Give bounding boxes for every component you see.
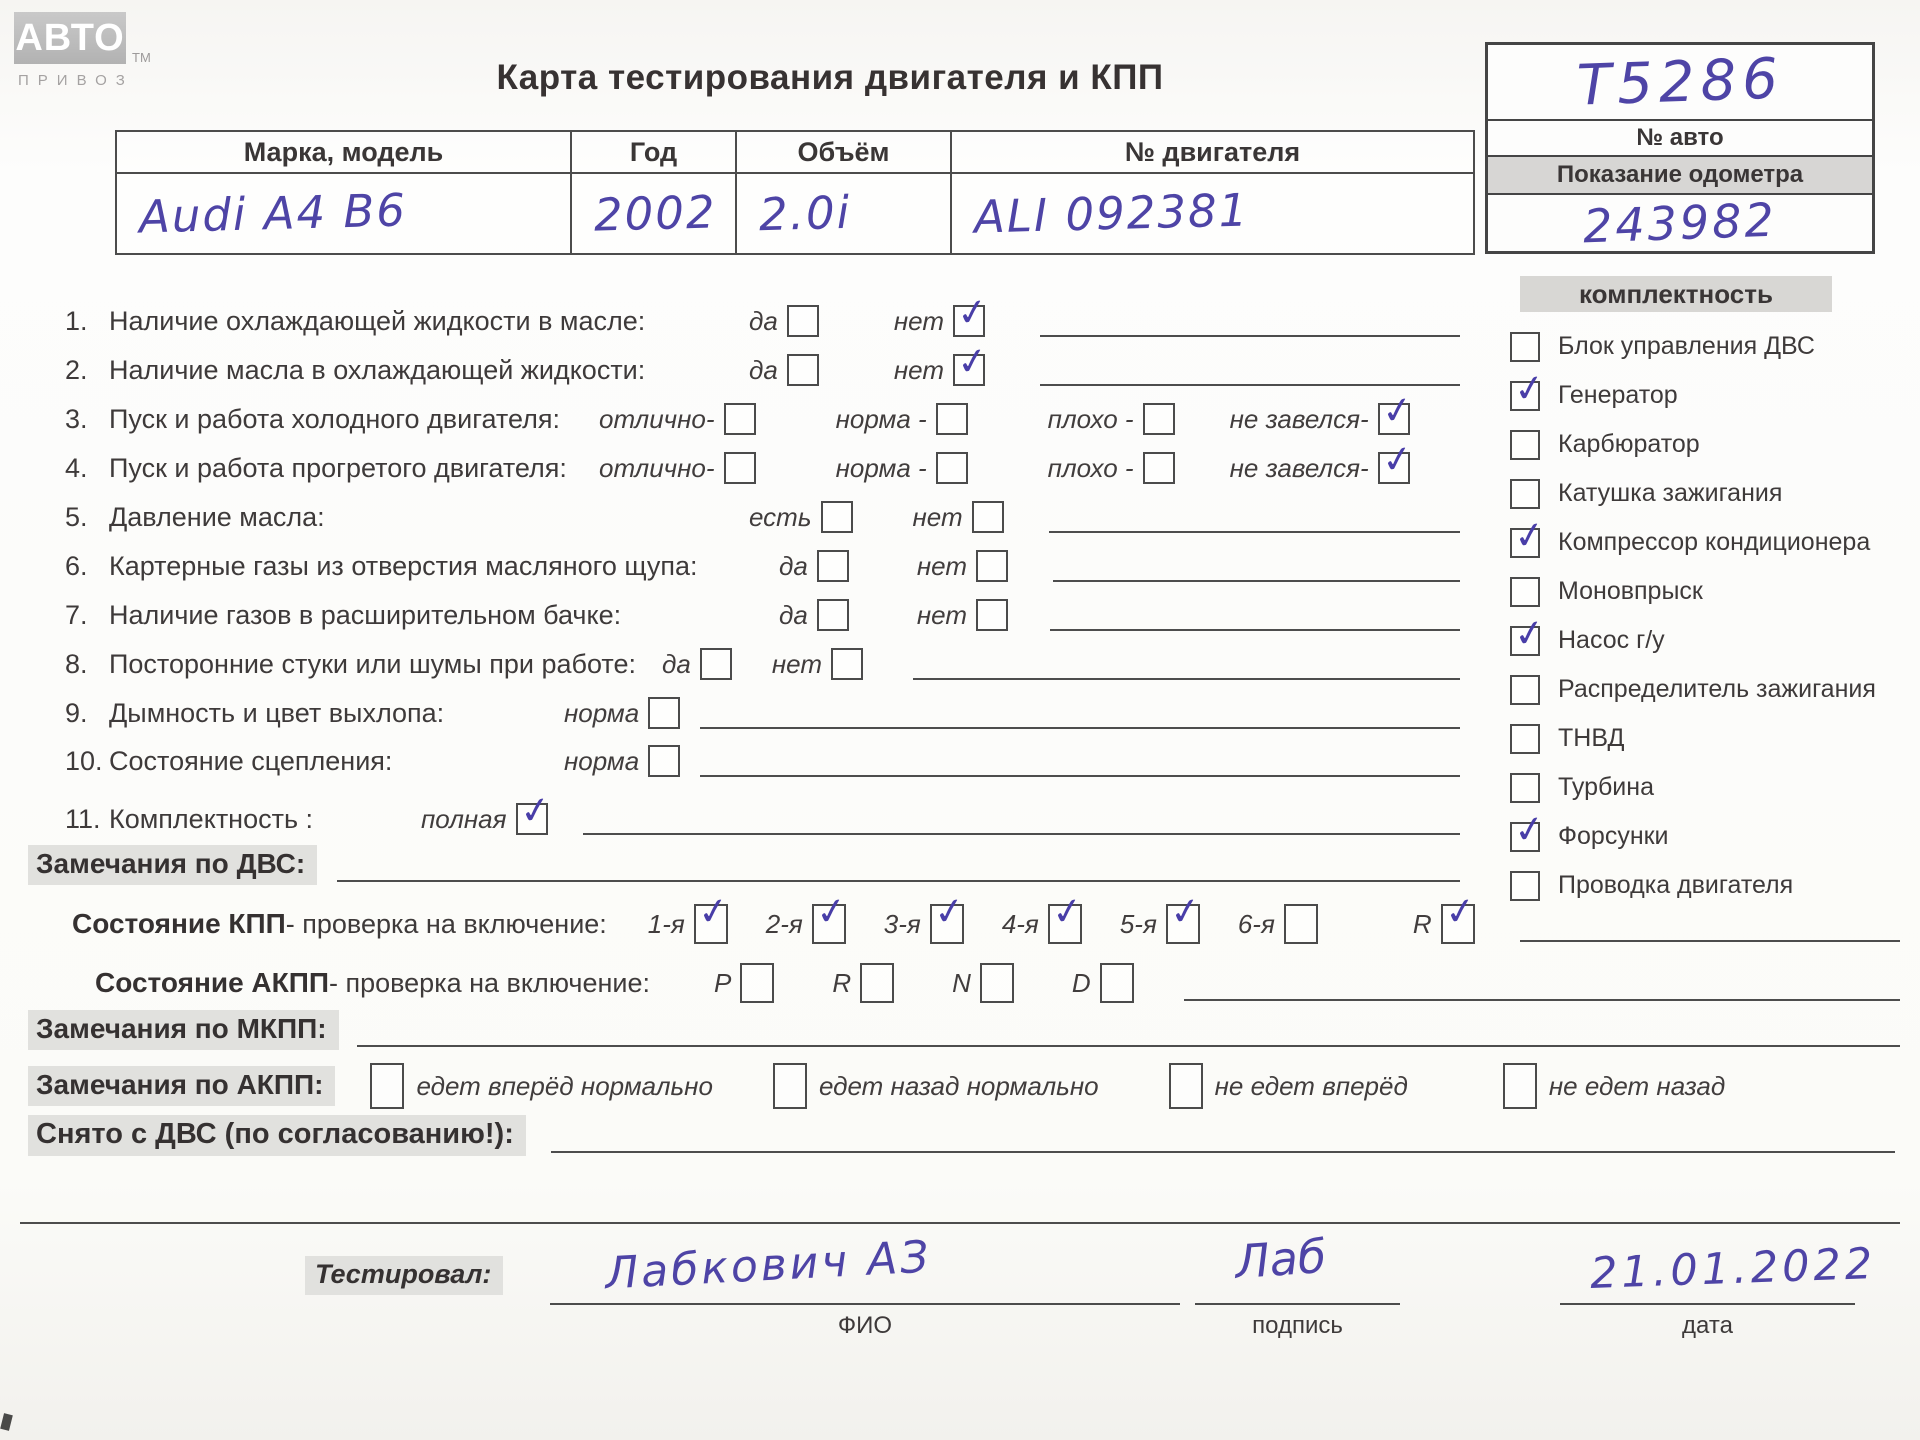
- option-net: [917, 550, 1008, 582]
- option-label: нет: [893, 305, 944, 336]
- gear-label: 5-я: [1119, 908, 1157, 939]
- option-label: да: [662, 648, 691, 679]
- item-question: Пуск и работа холодного двигателя:: [109, 403, 560, 434]
- blank-line[interactable]: [1184, 999, 1900, 1001]
- item-question: Посторонние стуки или шумы при работе:: [109, 648, 636, 679]
- year-field[interactable]: [572, 174, 737, 253]
- gear-label: R: [1412, 908, 1432, 939]
- column-header-make-model: Марка, модель: [117, 132, 572, 174]
- checklist-row-7: [65, 596, 1460, 634]
- option-label: нет: [771, 648, 822, 679]
- checklist-row-9: [65, 694, 1460, 732]
- option-label: норма -: [835, 452, 927, 483]
- checkbox-da[interactable]: [787, 354, 819, 386]
- gear-label: D: [1071, 967, 1091, 998]
- item-question: Наличие газов в расширительном бачке:: [109, 599, 622, 630]
- equipment-label: Турбина: [1558, 773, 1654, 801]
- checkbox-net[interactable]: [953, 289, 991, 337]
- item-number: 3.: [65, 403, 88, 434]
- item-number: 2.: [65, 354, 88, 385]
- check-mark: ✓: [1511, 609, 1548, 657]
- check-mark: ✓: [954, 338, 991, 385]
- equipment-item: [1510, 714, 1876, 763]
- checkbox-ignition-coil[interactable]: [1510, 479, 1540, 509]
- equipment-label: Генератор: [1558, 381, 1678, 409]
- checkbox-net[interactable]: [953, 338, 991, 386]
- akpp-option-no-forward: [1169, 1063, 1408, 1109]
- make-model-field[interactable]: [117, 174, 572, 253]
- item-number: 8.: [65, 648, 88, 679]
- blank-line[interactable]: [1040, 384, 1460, 386]
- gear-label: 2-я: [765, 908, 803, 939]
- make-model-value: Audi A4 B6: [138, 183, 408, 244]
- checklist-row-6: [65, 547, 1460, 585]
- equipment-heading: комплектность: [1520, 276, 1832, 312]
- odometer-value: 243982: [1582, 192, 1778, 254]
- check-mark: ✓: [954, 289, 991, 336]
- removed-label: Снято с ДВС (по согласованию!):: [28, 1115, 526, 1156]
- item-question: Давление масла:: [109, 501, 325, 532]
- akpp-remarks-row: [28, 1060, 1900, 1112]
- equipment-label: Форсунки: [1558, 822, 1669, 850]
- checklist-row-5: [65, 498, 1460, 536]
- blank-line[interactable]: [1053, 580, 1460, 582]
- page-title: Карта тестирования двигателя и КПП: [496, 58, 1164, 97]
- checkbox-mono-injection[interactable]: [1510, 577, 1540, 607]
- removed-from-engine-row: [28, 1115, 1895, 1156]
- kpp-label: Состояние КПП: [72, 908, 286, 939]
- option-label: полная: [421, 803, 507, 834]
- checkbox-gear-4[interactable]: [1048, 888, 1086, 944]
- engine-number-value: ALI 092381: [973, 183, 1250, 244]
- check-mark: ✓: [1378, 436, 1416, 483]
- name-line[interactable]: [550, 1303, 1180, 1305]
- item-question: Пуск и работа прогретого двигателя:: [109, 452, 567, 483]
- checkbox-generator[interactable]: [1510, 364, 1548, 412]
- checkbox-norma[interactable]: [936, 403, 968, 435]
- check-mark: ✓: [812, 888, 850, 935]
- vehicle-table: [115, 130, 1475, 255]
- option-label: да: [749, 354, 778, 385]
- odometer-label: Показание одометра: [1488, 155, 1872, 193]
- item-number: 7.: [65, 599, 88, 630]
- akpp-option-no-reverse: [1503, 1063, 1725, 1109]
- option-label: нет: [916, 599, 967, 630]
- check-mark: ✓: [1167, 888, 1204, 935]
- checkbox-engine-wiring[interactable]: [1510, 871, 1540, 901]
- gear-label: R: [832, 967, 852, 998]
- checkbox-gear-p[interactable]: [740, 963, 774, 1003]
- checkbox-injectors[interactable]: [1510, 805, 1548, 853]
- option-label: да: [749, 305, 778, 336]
- check-mark: ✓: [1441, 888, 1479, 935]
- item-number: 1.: [65, 305, 88, 336]
- blank-line[interactable]: [700, 727, 1460, 729]
- name-caption: ФИО: [837, 1312, 893, 1339]
- option-plokho: [1048, 452, 1175, 484]
- equipment-item: [1510, 763, 1876, 812]
- kpp-state-row: [72, 888, 1900, 945]
- checkbox-da[interactable]: [817, 550, 849, 582]
- akpp-option-label: едет вперёд нормально: [416, 1070, 713, 1101]
- equipment-item: [1510, 805, 1876, 861]
- blank-line[interactable]: [551, 1151, 1895, 1153]
- akpp-label: Состояние АКПП: [95, 967, 329, 998]
- equipment-label: Карбюратор: [1558, 430, 1700, 458]
- item-number: 9.: [65, 697, 88, 728]
- option-net: [913, 501, 1004, 533]
- signature-line[interactable]: [1195, 1303, 1400, 1305]
- gear-p: [714, 963, 774, 1003]
- akpp-remarks-label: Замечания по АКПП:: [28, 1066, 335, 1106]
- gear-4: [1001, 888, 1086, 944]
- checkbox-gear-n[interactable]: [980, 963, 1014, 1003]
- check-mark: ✓: [1511, 805, 1548, 853]
- akpp-option-label: не едет назад: [1548, 1070, 1726, 1101]
- equipment-item: [1510, 420, 1876, 469]
- option-label: не завелся-: [1229, 403, 1369, 434]
- kpp-label-rest: - проверка на включение:: [285, 908, 607, 939]
- option-da: [779, 599, 849, 631]
- date-line[interactable]: [1560, 1303, 1855, 1305]
- dvs-remarks-label: Замечания по ДВС:: [28, 845, 317, 885]
- gear-label: 3-я: [883, 908, 921, 939]
- dvs-remarks-row: [28, 845, 1460, 885]
- gear-label: N: [952, 967, 971, 998]
- checkbox-otlichno[interactable]: [724, 452, 756, 484]
- equipment-label: Блок управления ДВС: [1558, 332, 1815, 360]
- car-number-field[interactable]: [1488, 45, 1872, 119]
- column-header-engine-number: № двигателя: [952, 132, 1473, 174]
- option-label: норма: [564, 697, 640, 728]
- option-ne-zavelsya: [1229, 387, 1416, 435]
- akpp-option-reverse-ok: [773, 1063, 1099, 1109]
- check-mark: ✓: [694, 888, 732, 935]
- option-norma: [836, 452, 968, 484]
- check-mark: ✓: [1511, 511, 1548, 559]
- option-label: не завелся-: [1229, 452, 1369, 483]
- checkbox-net[interactable]: [976, 599, 1008, 631]
- option-label: нет: [916, 550, 967, 581]
- logo-brand: АВТО: [15, 16, 125, 59]
- checkbox-da[interactable]: [817, 599, 849, 631]
- option-label: отлично-: [599, 452, 715, 483]
- date-caption: дата: [1682, 1312, 1733, 1339]
- equipment-label: Катушка зажигания: [1558, 479, 1783, 507]
- option-label: отлично-: [599, 403, 715, 434]
- logo-tm-mark: ТМ: [132, 50, 151, 65]
- option-da: [749, 354, 819, 386]
- gear-label: 1-я: [647, 908, 685, 939]
- check-mark: ✓: [1048, 888, 1086, 935]
- option-norma: [836, 403, 968, 435]
- checkbox-ignition-distributor[interactable]: [1510, 675, 1540, 705]
- volume-value: 2.0i: [758, 185, 852, 242]
- equipment-label: Компрессор кондиционера: [1558, 528, 1871, 556]
- checkbox-gear-6[interactable]: [1284, 904, 1318, 944]
- checkbox-ac-compressor[interactable]: [1510, 511, 1548, 559]
- check-mark: ✓: [1378, 387, 1416, 434]
- gear-5: [1119, 888, 1204, 944]
- checkbox-gear-1[interactable]: [694, 888, 732, 944]
- tester-name-value: Лабкович АЗ: [603, 1231, 933, 1300]
- option-net: [772, 648, 863, 680]
- checkbox-norma[interactable]: [936, 452, 968, 484]
- equipment-item: [1510, 322, 1876, 371]
- date-value: 21.01.2022: [1589, 1239, 1877, 1299]
- checkbox-carburetor[interactable]: [1510, 430, 1540, 460]
- option-label: плохо -: [1047, 403, 1134, 434]
- item-number: 11.: [65, 803, 101, 834]
- checkbox-norma[interactable]: [648, 697, 680, 729]
- item-question: Дымность и цвет выхлопа:: [109, 697, 445, 728]
- option-label: плохо -: [1047, 452, 1134, 483]
- checkbox-norma[interactable]: [648, 745, 680, 777]
- equipment-item: [1510, 609, 1876, 665]
- checkbox-ecu[interactable]: [1510, 332, 1540, 362]
- column-header-volume: Объём: [737, 132, 952, 174]
- tested-by-label: Тестировал:: [305, 1256, 503, 1295]
- option-otlichno: [599, 403, 756, 435]
- checkbox-injection-pump[interactable]: [1510, 724, 1540, 754]
- checkbox-da[interactable]: [700, 648, 732, 680]
- logo: [14, 12, 126, 64]
- checkbox-net[interactable]: [831, 648, 863, 680]
- akpp-option-forward-ok: [370, 1063, 712, 1109]
- gear-6: [1238, 904, 1318, 944]
- option-label: да: [779, 599, 808, 630]
- logo-subtitle: ПРИВОЗ: [18, 72, 134, 89]
- checklist-row-3: [65, 387, 1460, 438]
- akpp-option-label: едет назад нормально: [818, 1070, 1099, 1101]
- mkpp-remarks-label: Замечания по МКПП:: [28, 1010, 339, 1050]
- option-da: [779, 550, 849, 582]
- akpp-state-row: [95, 962, 1900, 1004]
- check-mark: ✓: [930, 888, 968, 935]
- checklist-row-2: [65, 338, 1460, 389]
- odometer-field[interactable]: [1488, 192, 1872, 254]
- checklist-row-8: [65, 645, 1460, 683]
- option-net: [917, 599, 1008, 631]
- gear-3: [883, 888, 968, 944]
- option-label: норма -: [835, 403, 927, 434]
- checkbox-no-reverse[interactable]: [1503, 1063, 1537, 1109]
- item-number: 5.: [65, 501, 88, 532]
- equipment-label: Насос г/у: [1558, 626, 1665, 654]
- checklist-row-10: [65, 742, 1460, 780]
- option-label: нет: [912, 501, 963, 532]
- checkbox-otlichno[interactable]: [724, 403, 756, 435]
- checklist-row-1: [65, 289, 1460, 340]
- item-number: 4.: [65, 452, 88, 483]
- gear-r: [832, 963, 894, 1003]
- equipment-item: [1510, 511, 1876, 567]
- equipment-label: ТНВД: [1558, 724, 1625, 752]
- item-question: Наличие охлаждающей жидкости в масле:: [109, 305, 646, 336]
- option-norma: [564, 697, 680, 729]
- equipment-list: [1510, 322, 1876, 910]
- checkbox-forward-ok[interactable]: [370, 1063, 404, 1109]
- check-mark: ✓: [1511, 364, 1548, 412]
- checkbox-polnaya[interactable]: [516, 787, 554, 835]
- car-number-label: № авто: [1488, 119, 1872, 155]
- equipment-item: [1510, 469, 1876, 518]
- checkbox-ne-zavelsya[interactable]: [1378, 436, 1416, 484]
- equipment-label: Моновпрыск: [1558, 577, 1703, 605]
- checkbox-plokho[interactable]: [1143, 403, 1175, 435]
- blank-line[interactable]: [357, 1045, 1900, 1047]
- item-question: Комплектность :: [109, 803, 314, 834]
- option-da: [749, 305, 819, 337]
- akpp-label-rest: - проверка на включение:: [328, 967, 651, 998]
- blank-line[interactable]: [1049, 531, 1460, 533]
- gear-label: P: [713, 967, 732, 998]
- checkbox-net[interactable]: [976, 550, 1008, 582]
- option-plokho: [1048, 403, 1175, 435]
- year-value: 2002: [593, 185, 718, 242]
- option-label: нет: [893, 354, 944, 385]
- option-est: [749, 501, 853, 533]
- signature-caption: подпись: [1252, 1312, 1343, 1339]
- option-ne-zavelsya: [1229, 436, 1416, 484]
- item-question: Состояние сцепления:: [109, 745, 393, 776]
- item-number: 10.: [65, 745, 103, 776]
- gear-label: 6-я: [1237, 908, 1275, 939]
- option-net: [893, 289, 991, 337]
- equipment-label: Проводка двигателя: [1558, 871, 1794, 899]
- gear-d: [1072, 963, 1134, 1003]
- blank-line[interactable]: [1050, 629, 1460, 631]
- checkbox-plokho[interactable]: [1143, 452, 1175, 484]
- checkbox-reverse-ok[interactable]: [773, 1063, 807, 1109]
- option-net: [893, 338, 991, 386]
- option-label: есть: [749, 501, 812, 532]
- gear-n: [952, 963, 1014, 1003]
- checklist-row-11: [65, 787, 1460, 838]
- volume-field[interactable]: [737, 174, 952, 253]
- equipment-item: [1510, 665, 1876, 714]
- check-mark: ✓: [516, 787, 554, 834]
- blank-line[interactable]: [583, 833, 1460, 835]
- checkbox-gear-5[interactable]: [1166, 888, 1204, 944]
- checkbox-power-steering-pump[interactable]: [1510, 609, 1548, 657]
- option-label: да: [779, 550, 808, 581]
- column-header-year: Год: [572, 132, 737, 174]
- vehicle-number-box: [1485, 42, 1875, 254]
- checkbox-no-forward[interactable]: [1169, 1063, 1203, 1109]
- checkbox-gear-d[interactable]: [1100, 963, 1134, 1003]
- checkbox-gear-r[interactable]: [1441, 888, 1479, 944]
- car-number-value: T5286: [1575, 45, 1785, 119]
- option-polnaya: [421, 787, 554, 835]
- checkbox-gear-3[interactable]: [930, 888, 968, 944]
- item-question: Картерные газы из отверстия масляного щупа:: [109, 550, 698, 581]
- engine-number-field[interactable]: [952, 174, 1473, 253]
- blank-line[interactable]: [1520, 940, 1900, 942]
- checkbox-gear-2[interactable]: [812, 888, 850, 944]
- option-label: норма: [564, 745, 640, 776]
- checkbox-gear-r-akpp[interactable]: [860, 963, 894, 1003]
- horizontal-divider: [20, 1222, 1900, 1224]
- option-da: [662, 648, 732, 680]
- checkbox-da[interactable]: [787, 305, 819, 337]
- signature-value: Лаб: [1233, 1228, 1328, 1290]
- equipment-item: [1510, 567, 1876, 616]
- gear-label: 4-я: [1001, 908, 1039, 939]
- gear-1: [647, 888, 732, 944]
- checkbox-est[interactable]: [821, 501, 853, 533]
- option-norma: [564, 745, 680, 777]
- equipment-item: [1510, 364, 1876, 420]
- gear-r: [1412, 888, 1479, 944]
- mkpp-remarks-row: [28, 1010, 1900, 1050]
- equipment-label: Распределитель зажигания: [1558, 675, 1876, 703]
- gear-2: [765, 888, 850, 944]
- option-otlichno: [599, 452, 756, 484]
- checkbox-ne-zavelsya[interactable]: [1378, 387, 1416, 435]
- blank-line[interactable]: [1040, 335, 1460, 337]
- blank-line[interactable]: [337, 880, 1460, 882]
- item-number: 6.: [65, 550, 88, 581]
- checkbox-turbine[interactable]: [1510, 773, 1540, 803]
- checklist-row-4: [65, 436, 1460, 487]
- blank-line[interactable]: [700, 775, 1460, 777]
- akpp-option-label: не едет вперёд: [1214, 1070, 1408, 1101]
- checkbox-net[interactable]: [972, 501, 1004, 533]
- item-question: Наличие масла в охлаждающей жидкости:: [109, 354, 646, 385]
- scan-artifact: [0, 1413, 13, 1431]
- blank-line[interactable]: [913, 678, 1460, 680]
